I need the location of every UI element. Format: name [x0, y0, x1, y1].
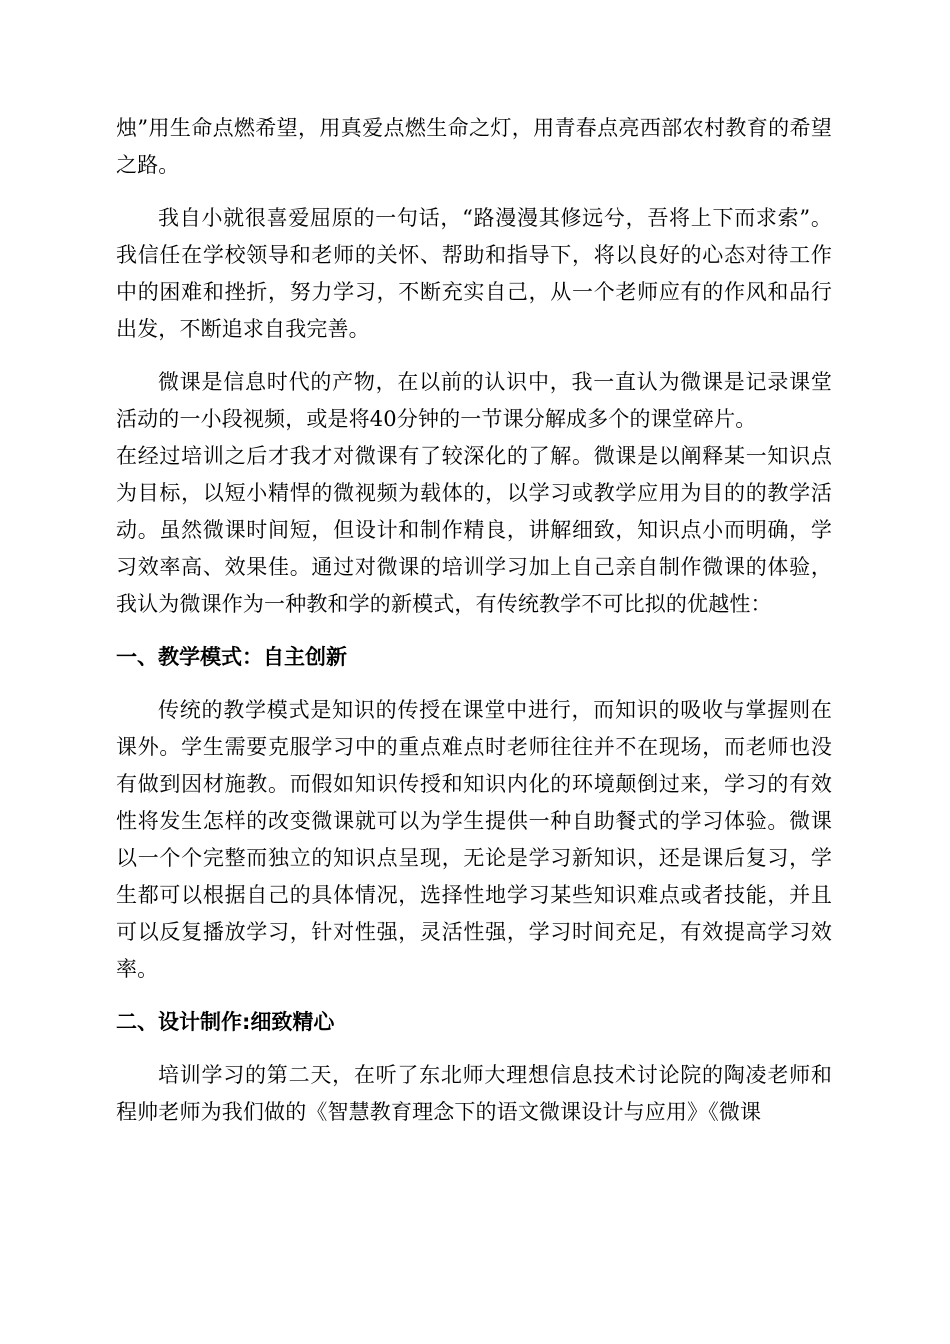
- section-heading-design: 二、设计制作:细致精心: [116, 1010, 335, 1034]
- paragraph-microlesson-understanding: 在经过培训之后才我才对微课有了较深化的了解。微课是以阐释某一知识点为目标，以短小精悍的微视频为载体的，以学习或教学应用为目的的教学活动。虽然微课时间短，但设计和制作精良，讲解细致，知识点小而明确，学习效率高、效果佳。通过对微课的培训学习加上自己亲自制作微课的体验，我认为微课作为一种教和学的新模式，有传统教学不可比拟的优越性：: [116, 444, 832, 616]
- paragraph-quyuan-quote: 我自小就很喜爱屈原的一句话，“路漫漫其修远兮，吾将上下而求索”。我信任在学校领导和老师的关怀、帮助和指导下，将以良好的心态对待工作中的困难和挫折，努力学习，不断充实自己，从一个老师应有的作风和品行出发，不断追求自我完善。: [116, 206, 832, 341]
- paragraph-continuation: 烛”用生命点燃希望，用真爱点燃生命之灯，用青春点亮西部农村教育的希望之路。: [116, 116, 832, 177]
- document-page: [116, 110, 832, 1131]
- section-heading-teaching-mode: 一、教学模式：自主创新: [116, 645, 347, 669]
- paragraph-microlesson-intro: 微课是信息时代的产物，在以前的认识中，我一直认为微课是记录课堂活动的一小段视频，或是将40分钟的一节课分解成多个的课堂碎片。: [116, 370, 832, 431]
- paragraph-training-day-two: 培训学习的第二天，在听了东北师大理想信息技术讨论院的陶凌老师和程帅老师为我们做的《智慧教育理念下的语文微课设计与应用》《微课: [116, 1063, 832, 1124]
- paragraph-teaching-mode: 传统的教学模式是知识的传授在课堂中进行，而知识的吸收与掌握则在课外。学生需要克服学习中的重点难点时老师往往并不在现场，而老师也没有做到因材施教。而假如知识传授和知识内化的环境颠倒过来，学习的有效性将发生怎样的改变微课就可以为学生提供一种自助餐式的学习体验。微课以一个个完整而独立的知识点呈现，无论是学习新知识，还是课后复习，学生都可以根据自己的具体情况，选择性地学习某些知识难点或者技能，并且可以反复播放学习，针对性强，灵活性强，学习时间充足，有效提高学习效率。: [116, 698, 832, 981]
